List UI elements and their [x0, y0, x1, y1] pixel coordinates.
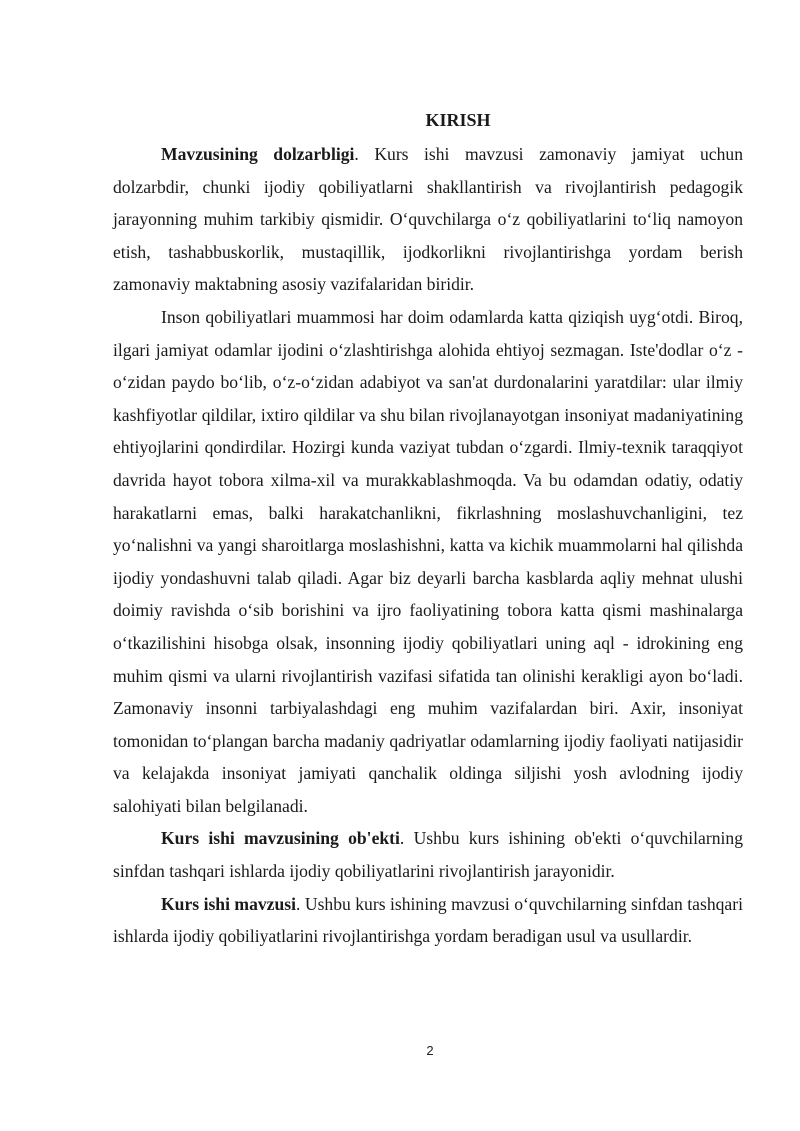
paragraph-text: . Ushbu kurs ishining ob'ekti o‘quvchilarning sinfdan tashqari ishlarda ijodiy qobiliyatlarini rivojlantirish jarayonidir.: [113, 828, 744, 882]
paragraph-background: [113, 301, 743, 823]
page-heading: KIRISH: [425, 110, 491, 130]
document-body: [113, 104, 743, 953]
paragraph-text: Inson qobiliyatlari muammosi har doim odamlarda katta qiziqish uyg‘otdi. Biroq, ilgari jamiyat odamlar ijodini o‘zlashtirishga alohida ehtiyoj sezmagan. Iste'dodlar o‘z - o‘zidan paydo bo‘lib, o‘z-o‘zidan adabiyot va san'at durdonalarini yaratdilar: ular ilmiy kashfiyotlar qildilar, ixtiro qildilar va shu bilan rivojlanayotgan insoniyat madaniyatining ehtiyojlarini qondirdilar. Hozirgi kunda vaziyat tubdan o‘zgardi. Ilmiy-texnik taraqqiyot davrida hayot tobora xilma-xil va murakkablashmoqda. Va bu odamdan odatiy, odatiy harakatlarni emas, balki harakatchanlikni, fikrlashning moslashuvchanligini, tez yo‘nalishni va yangi sharoitlarga moslashishni, katta va kichik muammolarni hal qilishda ijodiy yondashuvni talab qiladi. Agar biz deyarli barcha kasblarda aqliy mehnat ulushi doimiy ravishda o‘sib borishini va ijro faoliyatining tobora katta qismi mashinalarga o‘tkazilishini hisobga olsak, insonning ijodiy qobiliyatlari uning aql - idrokining eng muhim qismi va ularni rivojlantirish vazifasi sifatida tan olinishi kerakligi ayon bo‘ladi. Zamonaviy insonni tarbiyalashdagi eng muhim vazifalardan biri. Axir, insoniyat tomonidan to‘plangan barcha madaniy qadriyatlar odamlarning ijodiy faoliyati natijasidir va kelajakda insoniyat jamiyati qanchalik oldinga siljishi yosh avlodning ijodiy salohiyati bilan belgilanadi.: [113, 306, 743, 816]
paragraph-text: . Kurs ishi mavzusi zamonaviy jamiyat uchun dolzarbdir, chunki ijodiy qobiliyatlarni shakllantirish va rivojlantirish pedagogik jarayonning muhim tarkibiy qismidir. O‘quvchilarga o‘z qobiliyatlarini to‘liq namoyon etish, tashabbuskorlik, mustaqillik, ijodkorlikni rivojlantirishga yordam berish zamonaviy maktabning asosiy vazifalaridan biridir.: [113, 144, 744, 295]
paragraph-text: . Ushbu kurs ishining mavzusi o‘quvchilarning sinfdan tashqari ishlarda ijodiy qobiliyatlarini rivojlantirishga yordam beradigan usul va usullardir.: [113, 893, 743, 947]
paragraph-subject: [113, 888, 743, 953]
page-number: 2: [426, 1043, 434, 1058]
paragraph-lead: Kurs ishi mavzusi: [161, 893, 297, 914]
paragraph-lead: Kurs ishi mavzusining ob'ekti: [161, 828, 400, 849]
paragraph-object: [113, 822, 743, 887]
paragraph-lead: Mavzusining dolzarbligi: [161, 144, 355, 164]
paragraph-relevance: [113, 138, 743, 301]
